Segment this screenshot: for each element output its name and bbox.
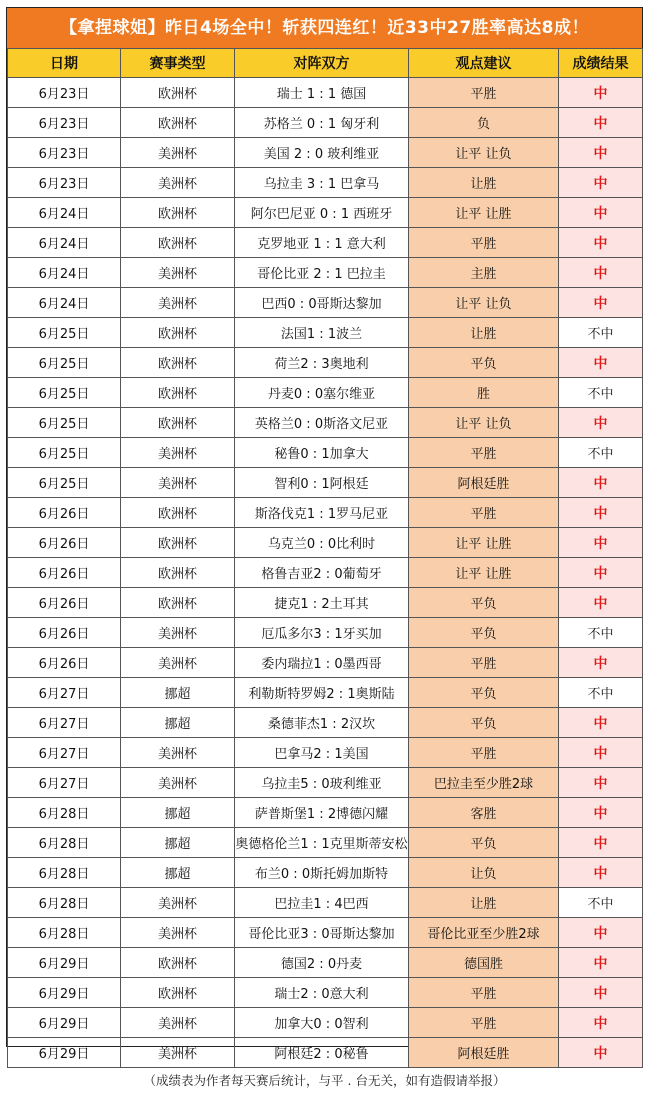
cell-date: 6月26日: [8, 588, 121, 618]
cell-type: 欧洲杯: [121, 108, 235, 138]
cell-match: 委内瑞拉1 : 0墨西哥: [235, 648, 409, 678]
cell-match: 阿尔巴尼亚 0 : 1 西班牙: [235, 198, 409, 228]
cell-match: 捷克1 : 2土耳其: [235, 588, 409, 618]
header-type: 赛事类型: [121, 49, 235, 78]
table-row: [8, 258, 643, 288]
cell-result: 中: [559, 408, 643, 438]
table-row: [8, 738, 643, 768]
cell-result: 中: [559, 828, 643, 858]
cell-result: 不中: [559, 678, 643, 708]
cell-date: 6月27日: [8, 678, 121, 708]
cell-result: 中: [559, 738, 643, 768]
cell-type: 欧洲杯: [121, 978, 235, 1008]
cell-type: 美洲杯: [121, 918, 235, 948]
cell-advice: 平胜: [409, 738, 559, 768]
table-row: [8, 438, 643, 468]
cell-result: 中: [559, 768, 643, 798]
cell-advice: 阿根廷胜: [409, 1038, 559, 1068]
cell-type: 美洲杯: [121, 438, 235, 468]
cell-match: 丹麦0 : 0塞尔维亚: [235, 378, 409, 408]
header-result: 成绩结果: [559, 49, 643, 78]
cell-advice: 负: [409, 108, 559, 138]
table-row: [8, 798, 643, 828]
table-row: [8, 498, 643, 528]
cell-advice: 平胜: [409, 78, 559, 108]
cell-result: 中: [559, 858, 643, 888]
cell-date: 6月25日: [8, 318, 121, 348]
table-header-row: [8, 49, 643, 78]
cell-date: 6月26日: [8, 648, 121, 678]
table-row: [8, 168, 643, 198]
cell-date: 6月24日: [8, 258, 121, 288]
cell-result: 中: [559, 168, 643, 198]
cell-result: 中: [559, 528, 643, 558]
cell-type: 美洲杯: [121, 168, 235, 198]
cell-match: 克罗地亚 1 : 1 意大利: [235, 228, 409, 258]
cell-date: 6月29日: [8, 978, 121, 1008]
cell-result: 中: [559, 558, 643, 588]
cell-result: 中: [559, 588, 643, 618]
cell-advice: 平胜: [409, 1008, 559, 1038]
cell-date: 6月25日: [8, 468, 121, 498]
cell-type: 欧洲杯: [121, 378, 235, 408]
cell-type: 欧洲杯: [121, 78, 235, 108]
cell-match: 瑞士2 : 0意大利: [235, 978, 409, 1008]
table-row: [8, 648, 643, 678]
cell-match: 德国2 : 0丹麦: [235, 948, 409, 978]
cell-result: 中: [559, 108, 643, 138]
cell-type: 美洲杯: [121, 738, 235, 768]
cell-advice: 平负: [409, 708, 559, 738]
cell-type: 欧洲杯: [121, 318, 235, 348]
cell-advice: 让平 让负: [409, 408, 559, 438]
cell-advice: 让胜: [409, 318, 559, 348]
cell-match: 巴西0 : 0哥斯达黎加: [235, 288, 409, 318]
cell-advice: 让平 让胜: [409, 558, 559, 588]
cell-advice: 平胜: [409, 228, 559, 258]
cell-match: 哥伦比亚3 : 0哥斯达黎加: [235, 918, 409, 948]
cell-type: 美洲杯: [121, 288, 235, 318]
table-row: [8, 528, 643, 558]
cell-date: 6月26日: [8, 558, 121, 588]
cell-advice: 让平 让负: [409, 138, 559, 168]
cell-result: 中: [559, 288, 643, 318]
table-row: [8, 978, 643, 1008]
cell-date: 6月28日: [8, 798, 121, 828]
cell-match: 智利0 : 1阿根廷: [235, 468, 409, 498]
cell-type: 欧洲杯: [121, 348, 235, 378]
cell-result: 不中: [559, 438, 643, 468]
header-match: 对阵双方: [235, 49, 409, 78]
cell-match: 斯洛伐克1 : 1罗马尼亚: [235, 498, 409, 528]
cell-result: 中: [559, 648, 643, 678]
cell-advice: 胜: [409, 378, 559, 408]
table-row: [8, 618, 643, 648]
cell-result: 中: [559, 798, 643, 828]
cell-result: 中: [559, 78, 643, 108]
cell-match: 巴拉圭1 : 4巴西: [235, 888, 409, 918]
cell-match: 阿根廷2 : 0秘鲁: [235, 1038, 409, 1068]
cell-advice: 平负: [409, 348, 559, 378]
cell-date: 6月23日: [8, 78, 121, 108]
cell-match: 萨普斯堡1 : 2博德闪耀: [235, 798, 409, 828]
header-advice: 观点建议: [409, 49, 559, 78]
cell-advice: 平负: [409, 828, 559, 858]
footer-note: （成绩表为作者每天赛后统计，与平 . 台无关，如有造假请举报）: [143, 1073, 506, 1088]
cell-match: 乌拉圭 3 : 1 巴拿马: [235, 168, 409, 198]
cell-type: 欧洲杯: [121, 588, 235, 618]
cell-type: 美洲杯: [121, 1008, 235, 1038]
cell-match: 瑞士 1 : 1 德国: [235, 78, 409, 108]
cell-result: 中: [559, 258, 643, 288]
table-body: [8, 78, 643, 1068]
table-row: [8, 288, 643, 318]
cell-match: 美国 2 : 0 玻利维亚: [235, 138, 409, 168]
results-table: [7, 48, 643, 1068]
cell-result: 不中: [559, 378, 643, 408]
cell-match: 布兰0 : 0斯托姆加斯特: [235, 858, 409, 888]
cell-date: 6月25日: [8, 378, 121, 408]
cell-match: 荷兰2 : 3奥地利: [235, 348, 409, 378]
cell-type: 欧洲杯: [121, 528, 235, 558]
cell-date: 6月27日: [8, 768, 121, 798]
cell-match: 法国1 : 1波兰: [235, 318, 409, 348]
cell-type: 欧洲杯: [121, 558, 235, 588]
table-row: [8, 108, 643, 138]
table-row: [8, 1038, 643, 1068]
table-row: [8, 828, 643, 858]
cell-match: 秘鲁0 : 1加拿大: [235, 438, 409, 468]
cell-date: 6月26日: [8, 498, 121, 528]
cell-result: 中: [559, 918, 643, 948]
table-row: [8, 78, 643, 108]
cell-result: 不中: [559, 888, 643, 918]
cell-type: 美洲杯: [121, 618, 235, 648]
cell-type: 挪超: [121, 828, 235, 858]
table-row: [8, 588, 643, 618]
cell-date: 6月23日: [8, 138, 121, 168]
cell-result: 中: [559, 228, 643, 258]
cell-date: 6月26日: [8, 528, 121, 558]
cell-match: 奥德格伦兰1 : 1克里斯蒂安松: [235, 828, 409, 858]
table-row: [8, 948, 643, 978]
cell-result: 中: [559, 948, 643, 978]
cell-advice: 阿根廷胜: [409, 468, 559, 498]
cell-match: 利勒斯特罗姆2 : 1奥斯陆: [235, 678, 409, 708]
cell-advice: 平胜: [409, 438, 559, 468]
cell-advice: 主胜: [409, 258, 559, 288]
table-row: [8, 408, 643, 438]
table-row: [8, 468, 643, 498]
cell-advice: 让平 让胜: [409, 528, 559, 558]
cell-date: 6月24日: [8, 228, 121, 258]
table-row: [8, 1008, 643, 1038]
cell-date: 6月28日: [8, 888, 121, 918]
cell-match: 格鲁吉亚2 : 0葡萄牙: [235, 558, 409, 588]
cell-advice: 哥伦比亚至少胜2球: [409, 918, 559, 948]
cell-type: 挪超: [121, 858, 235, 888]
cell-date: 6月25日: [8, 408, 121, 438]
cell-result: 中: [559, 348, 643, 378]
cell-date: 6月25日: [8, 438, 121, 468]
cell-type: 美洲杯: [121, 468, 235, 498]
cell-date: 6月29日: [8, 948, 121, 978]
cell-result: 中: [559, 978, 643, 1008]
cell-match: 桑德菲杰1 : 2汉坎: [235, 708, 409, 738]
page-title: 【拿捏球姐】昨日4场全中！斩获四连红！近33中27胜率高达8成！: [7, 8, 642, 48]
cell-advice: 德国胜: [409, 948, 559, 978]
table-row: [8, 918, 643, 948]
cell-type: 美洲杯: [121, 1038, 235, 1068]
table-row: [8, 678, 643, 708]
table-row: [8, 858, 643, 888]
cell-result: 中: [559, 468, 643, 498]
cell-date: 6月28日: [8, 858, 121, 888]
cell-date: 6月27日: [8, 738, 121, 768]
cell-advice: 平胜: [409, 648, 559, 678]
cell-type: 美洲杯: [121, 888, 235, 918]
cell-result: 中: [559, 708, 643, 738]
cell-advice: 平胜: [409, 978, 559, 1008]
cell-match: 加拿大0 : 0智利: [235, 1008, 409, 1038]
cell-date: 6月24日: [8, 198, 121, 228]
cell-date: 6月23日: [8, 108, 121, 138]
cell-advice: 让平 让胜: [409, 198, 559, 228]
cell-date: 6月28日: [8, 828, 121, 858]
record-sheet: [6, 7, 643, 1088]
table-row: [8, 378, 643, 408]
cell-date: 6月28日: [8, 918, 121, 948]
cell-match: 巴拿马2 : 1美国: [235, 738, 409, 768]
cell-type: 美洲杯: [121, 768, 235, 798]
table-row: [8, 138, 643, 168]
cell-result: 中: [559, 1008, 643, 1038]
table-row: [8, 708, 643, 738]
cell-match: 英格兰0 : 0斯洛文尼亚: [235, 408, 409, 438]
cell-advice: 客胜: [409, 798, 559, 828]
cell-match: 乌克兰0 : 0比利时: [235, 528, 409, 558]
table-row: [8, 768, 643, 798]
cell-result: 中: [559, 498, 643, 528]
cell-type: 美洲杯: [121, 258, 235, 288]
cell-advice: 平负: [409, 678, 559, 708]
table-row: [8, 318, 643, 348]
cell-result: 中: [559, 1038, 643, 1068]
table-row: [8, 888, 643, 918]
cell-advice: 让平 让负: [409, 288, 559, 318]
cell-type: 欧洲杯: [121, 228, 235, 258]
table-row: [8, 348, 643, 378]
cell-date: 6月26日: [8, 618, 121, 648]
cell-result: 不中: [559, 318, 643, 348]
table-row: [8, 198, 643, 228]
cell-date: 6月24日: [8, 288, 121, 318]
cell-advice: 平负: [409, 618, 559, 648]
cell-type: 美洲杯: [121, 648, 235, 678]
cell-advice: 平胜: [409, 498, 559, 528]
cell-type: 挪超: [121, 678, 235, 708]
cell-advice: 平负: [409, 588, 559, 618]
cell-match: 苏格兰 0 : 1 匈牙利: [235, 108, 409, 138]
cell-advice: 让胜: [409, 888, 559, 918]
cell-advice: 让负: [409, 858, 559, 888]
header-date: 日期: [8, 49, 121, 78]
cell-type: 挪超: [121, 708, 235, 738]
cell-advice: 巴拉圭至少胜2球: [409, 768, 559, 798]
cell-date: 6月29日: [8, 1008, 121, 1038]
cell-type: 挪超: [121, 798, 235, 828]
table-row: [8, 228, 643, 258]
cell-match: 厄瓜多尔3 : 1牙买加: [235, 618, 409, 648]
cell-result: 不中: [559, 618, 643, 648]
cell-date: 6月23日: [8, 168, 121, 198]
cell-result: 中: [559, 198, 643, 228]
cell-advice: 让胜: [409, 168, 559, 198]
cell-date: 6月25日: [8, 348, 121, 378]
cell-type: 欧洲杯: [121, 408, 235, 438]
table-row: [8, 558, 643, 588]
cell-date: 6月27日: [8, 708, 121, 738]
cell-type: 欧洲杯: [121, 498, 235, 528]
cell-match: 哥伦比亚 2 : 1 巴拉圭: [235, 258, 409, 288]
cell-result: 中: [559, 138, 643, 168]
cell-match: 乌拉圭5 : 0玻利维亚: [235, 768, 409, 798]
cell-type: 美洲杯: [121, 138, 235, 168]
cell-type: 欧洲杯: [121, 198, 235, 228]
cell-date: 6月29日: [8, 1038, 121, 1068]
cell-type: 欧洲杯: [121, 948, 235, 978]
